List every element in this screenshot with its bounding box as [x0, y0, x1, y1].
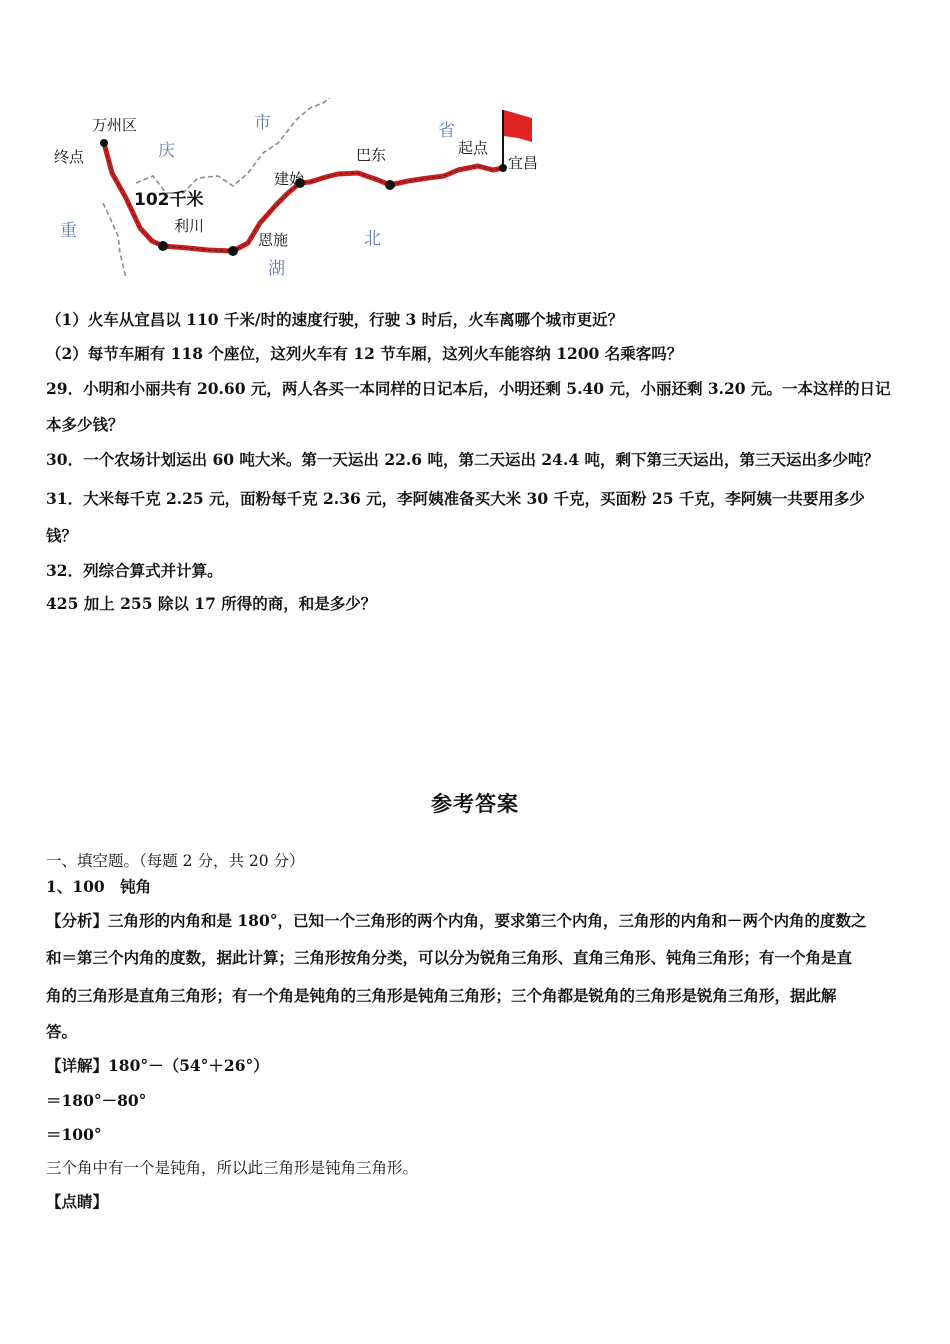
- label-bei: 北: [364, 229, 381, 249]
- flag-icon: [504, 110, 532, 142]
- marker-enshi: [228, 246, 238, 256]
- label-yichang: 宜昌: [508, 154, 539, 172]
- analysis-line1: 【分析】三角形的内角和是 180°，已知一个三角形的两个内角，要求第三个内角，三角形的内角和－两个内角的度数之: [46, 911, 867, 930]
- label-hu: 湖: [268, 259, 285, 279]
- answer-1: 1、100 钝角: [46, 877, 152, 896]
- question-30: 30．一个农场计划运出 60 吨大米。第一天运出 22.6 吨，第二天运出 24.4 吨，剩下第三天运出，第三天运出多少吨？: [46, 450, 880, 469]
- question-32-sub: 425 加上 255 除以 17 所得的商，和是多少？: [46, 594, 377, 613]
- question-28-1: （1）火车从宜昌以 110 千米/时的速度行驶，行驶 3 时后，火车离哪个城市更近？: [46, 310, 624, 329]
- analysis-line2: 和＝第三个内角的度数，据此计算；三角形按角分类，可以分为锐角三角形、直角三角形、钝角三角形；有一个角是直: [46, 948, 853, 967]
- question-31-line2: 钱？: [46, 526, 78, 545]
- label-end: 终点: [54, 148, 85, 166]
- label-sheng: 省: [438, 121, 455, 141]
- label-chong: 重: [60, 221, 77, 241]
- route-map: [48, 98, 548, 288]
- marker-badong: [385, 180, 395, 190]
- label-shi: 市: [254, 113, 271, 133]
- question-29-line2: 本多少钱？: [46, 415, 124, 434]
- marker-wanzhou: [100, 139, 108, 147]
- question-29-line1: 29．小明和小丽共有 20.60 元，两人各买一本同样的日记本后，小明还剩 5.40 元，小丽还剩 3.20 元。一本这样的日记: [46, 379, 891, 398]
- label-distance: 102千米: [134, 190, 204, 210]
- comment-heading: 【点睛】: [46, 1192, 109, 1211]
- label-wanzhou: 万州区: [92, 116, 138, 134]
- question-31-line1: 31．大米每千克 2.25 元，面粉每千克 2.36 元，李阿姨准备买大米 30 千克，买面粉 25 千克，李阿姨一共要用多少: [46, 489, 865, 508]
- conclusion: 三个角中有一个是钝角，所以此三角形是钝角三角形。: [46, 1159, 419, 1177]
- label-enshi: 恩施: [258, 231, 289, 249]
- detail-line3: ＝100°: [46, 1125, 102, 1144]
- label-badong: 巴东: [356, 146, 387, 164]
- analysis-line4: 答。: [46, 1022, 78, 1041]
- label-start: 起点: [458, 139, 489, 157]
- question-32: 32．列综合算式并计算。: [46, 561, 223, 580]
- answers-section-heading: 一、填空题。（每题 2 分，共 20 分）: [46, 852, 305, 870]
- analysis-line3: 角的三角形是直角三角形；有一个角是钝角的三角形是钝角三角形；三个角都是锐角的三角形是锐角三角形，据此解: [46, 986, 837, 1005]
- label-jianshi: 建始: [274, 170, 305, 188]
- label-lichuan: 利川: [174, 217, 205, 235]
- answers-title: 参考答案: [431, 792, 519, 816]
- marker-lichuan: [158, 241, 168, 251]
- label-qing: 庆: [158, 141, 175, 161]
- detail-line1: 【详解】180°－（54°＋26°）: [46, 1056, 269, 1075]
- detail-line2: ＝180°－80°: [46, 1091, 147, 1110]
- question-28-2: （2）每节车厢有 118 个座位，这列火车有 12 节车厢，这列火车能容纳 1200 名乘客吗？: [46, 344, 683, 363]
